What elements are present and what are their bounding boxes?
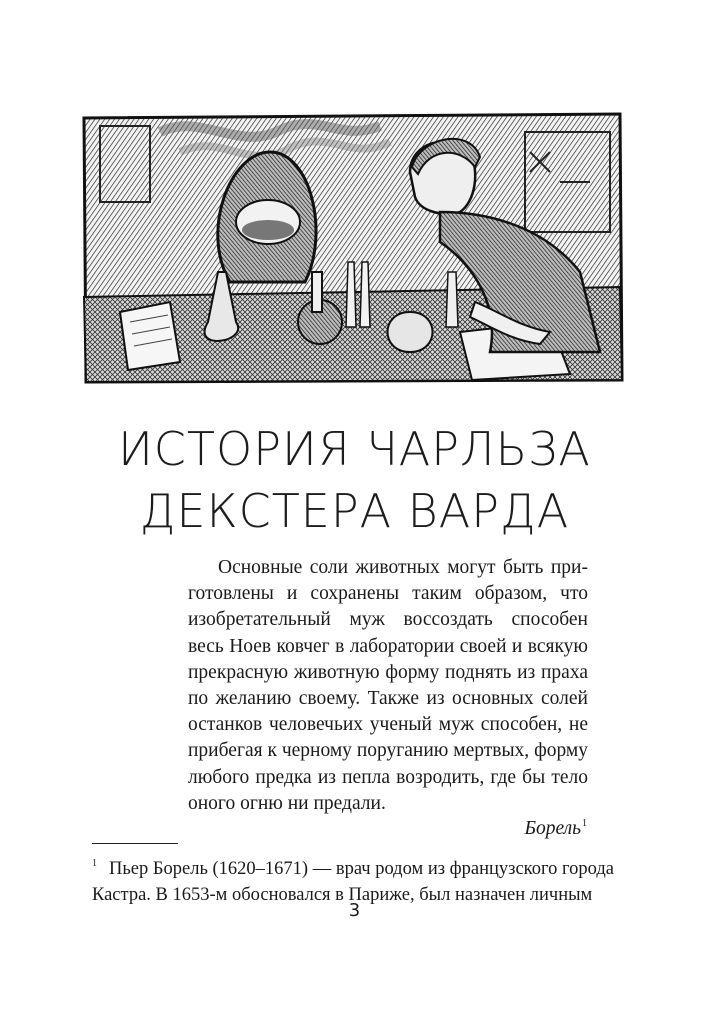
epigraph-line: оного огню ни предали.	[188, 792, 386, 814]
epigraph-line: по желанию своему. Также из основных солей	[188, 688, 588, 710]
epigraph-line: готовлены и сохранены таким образом, что	[188, 583, 588, 605]
chapter-title	[0, 418, 709, 542]
epigraph-line: прибегая к черному поруганию мертвых, форму	[188, 740, 588, 762]
chapter-title-line-2: ДЕКСТЕРА ВАРДА	[139, 484, 570, 538]
footnote-reference[interactable]: 1	[582, 818, 587, 829]
epigraph-line: весь Ноев ковчег в лаборатории своей и всякую	[188, 635, 588, 657]
epigraph-line: изобретательный муж воссоздать способен	[188, 609, 588, 631]
footnote-divider	[92, 843, 178, 844]
alchemist-laboratory-illustration-icon	[80, 112, 624, 384]
footnote-line-2: Кастра. В 1653-м обосновался в Париже, был назначен личным	[92, 885, 593, 905]
footnote-text-1: Пьер Борель (1620–1671) — врач родом из французского города	[109, 859, 614, 879]
epigraph-author	[524, 818, 587, 840]
epigraph	[188, 555, 588, 817]
epigraph-line: Основные соли животных могут быть при-	[218, 557, 588, 578]
epigraph-author-name: Борель	[524, 818, 581, 839]
epigraph-line: прекрасную животную форму поднять из праха	[188, 661, 588, 683]
footnote-line-1	[92, 851, 614, 882]
chapter-title-line-1: ИСТОРИЯ ЧАРЛЬЗА	[118, 422, 591, 476]
epigraph-line: любого предка из пепла возродить, где бы тело	[188, 766, 588, 788]
footnote-marker: 1	[92, 858, 97, 869]
epigraph-line: останков человечьих ученый муж способен, не	[188, 714, 588, 736]
chapter-illustration	[80, 112, 624, 384]
page-number: 3	[348, 900, 361, 921]
